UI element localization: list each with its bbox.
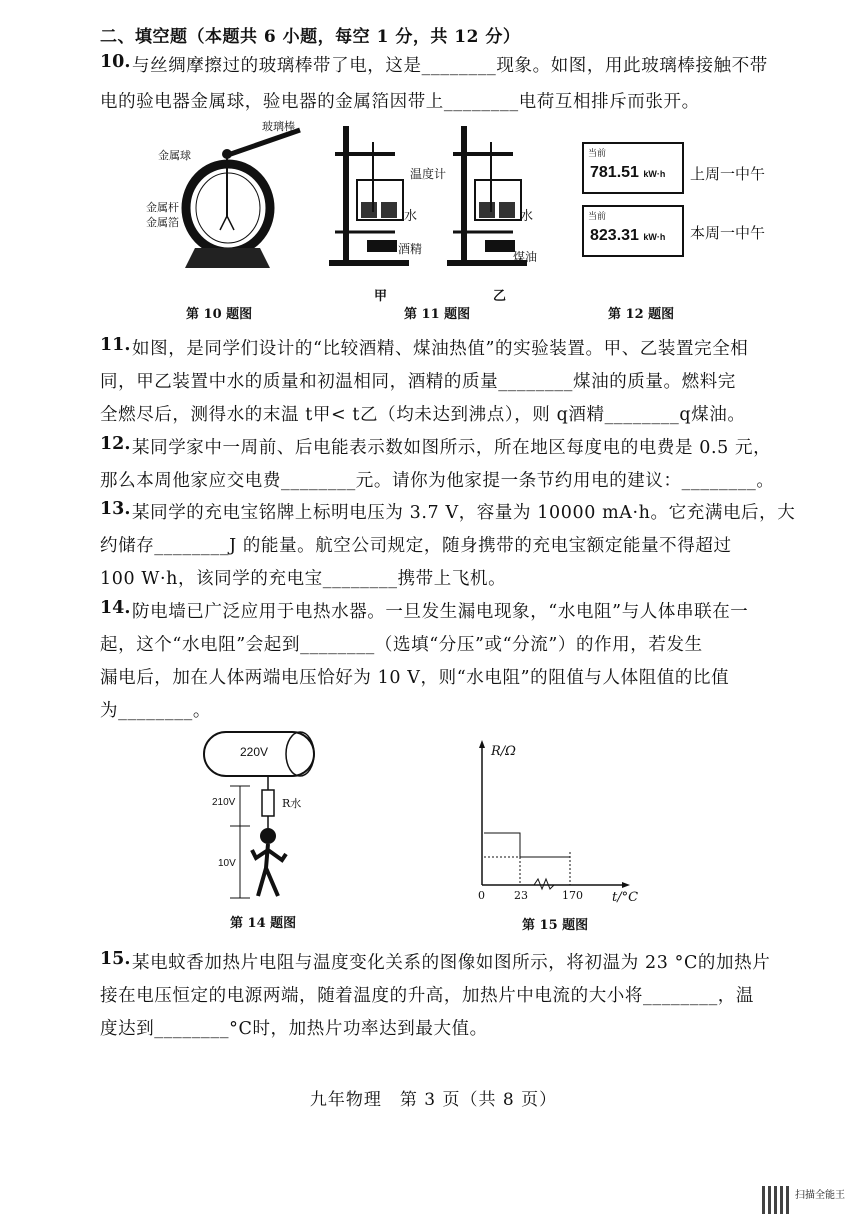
question-number: 12. — [100, 434, 131, 454]
meter-label-top: 当前 — [588, 149, 607, 159]
fig11-jia: 甲 — [374, 289, 388, 304]
fig15-x0: 0 — [478, 889, 485, 902]
question-number: 11. — [100, 335, 131, 355]
fig11-thermometer-label: 温度计 — [410, 167, 447, 181]
fig15-graph — [470, 740, 630, 900]
q12-line2: 那么本周他家应交电费________元。请你为他家提一条节约用电的建议：________。 — [100, 471, 775, 491]
scanner-watermark: 扫描全能王 — [795, 1190, 845, 1201]
fig15-xlabel: t/°C — [612, 890, 639, 905]
fig10-foil-label: 金属箔 — [146, 216, 179, 229]
q15-line2: 接在电压恒定的电源两端，随着温度的升高，加热片中电流的大小将________，温 — [100, 986, 754, 1006]
fig10-electroscope — [150, 118, 310, 278]
meter-value-bottom: 823.31 kW·h — [590, 227, 666, 244]
q11-line1: 如图，是同学们设计的“比较酒精、煤油热值”的实验装置。甲、乙装置完全相 — [132, 339, 749, 359]
fig12-caption: 第 12 题图 — [608, 307, 675, 322]
q13-line2: 约储存________J 的能量。航空公司规定，随身携带的充电宝额定能量不得超过 — [100, 536, 732, 556]
q10-line2: 电的验电器金属球，验电器的金属箔因带上________电荷互相排斥而张开。 — [100, 92, 700, 112]
fig10-ball-label: 金属球 — [158, 149, 191, 162]
meter-value-top: 781.51 kW·h — [590, 164, 666, 181]
fig10-rod-label: 玻璃棒 — [262, 120, 295, 133]
fig11-alcohol-label: 酒精 — [398, 242, 423, 256]
fig11-kerosene-label: 煤油 — [513, 250, 538, 264]
fig14-resistor-label: R水 — [282, 797, 302, 810]
meter-display-bottom — [582, 205, 684, 257]
q14-line3: 漏电后，加在人体两端电压恰好为 10 V，则“水电阻”的阻值与人体阻值的比值 — [100, 668, 730, 688]
meter-text-top: 上周一中午 — [690, 165, 766, 183]
fig14-caption: 第 14 题图 — [230, 916, 297, 931]
qr-code-icon — [762, 1186, 790, 1214]
question-number: 13. — [100, 499, 131, 519]
fig11-caption: 第 11 题图 — [404, 307, 471, 322]
q11-line3: 全燃尽后，测得水的末温 t甲< t乙（均未达到沸点），则 q酒精________q煤油。 — [100, 405, 746, 425]
q15-line3: 度达到________°C时，加热片功率达到最大值。 — [100, 1019, 488, 1039]
question-number: 10. — [100, 52, 131, 72]
fig15-x1: 23 — [514, 889, 528, 902]
fig10-caption: 第 10 题图 — [186, 307, 253, 322]
fig14-tank-label: 220V — [240, 745, 269, 759]
page-footer: 九年物理 第 3 页（共 8 页） — [309, 1090, 558, 1110]
fig15-x2: 170 — [562, 889, 583, 902]
section-title: 二、填空题（本题共 6 小题，每空 1 分，共 12 分） — [100, 27, 521, 47]
q15-line1: 某电蚊香加热片电阻与温度变化关系的图像如图所示，将初温为 23 °C的加热片 — [132, 953, 771, 973]
q10-line1: 与丝绸摩擦过的玻璃棒带了电，这是________现象。如图，用此玻璃棒接触不带 — [132, 56, 768, 76]
q14-line2: 起，这个“水电阻”会起到________（选填“分压”或“分流”）的作用，若发生 — [100, 635, 703, 655]
question-number: 14. — [100, 598, 131, 618]
fig11-yi: 乙 — [493, 289, 507, 304]
fig11-water2-label: 水 — [520, 209, 534, 224]
q11-line2: 同，甲乙装置中水的质量和初温相同，酒精的质量________煤油的质量。燃料完 — [100, 372, 736, 392]
fig10-shaft-label: 金属杆 — [146, 201, 179, 214]
meter-text-bottom: 本周一中午 — [690, 224, 766, 242]
fig14-vtop-label: 210V — [212, 797, 236, 808]
q13-line1: 某同学的充电宝铭牌上标明电压为 3.7 V，容量为 10000 mA·h。它充满电后，大 — [132, 503, 796, 523]
question-number: 15. — [100, 949, 131, 969]
fig15-ylabel: R/Ω — [491, 744, 516, 759]
q12-line1: 某同学家中一周前、后电能表示数如图所示，所在地区每度电的电费是 0.5 元， — [132, 438, 772, 458]
q13-line3: 100 W·h，该同学的充电宝________携带上飞机。 — [100, 569, 507, 589]
fig11-water1-label: 水 — [404, 209, 418, 224]
meter-label-bottom: 当前 — [588, 212, 607, 222]
q14-line4: 为________。 — [100, 701, 211, 721]
fig15-caption: 第 15 题图 — [522, 918, 589, 933]
q14-line1: 防电墙已广泛应用于电热水器。一旦发生漏电现象，“水电阻”与人体串联在一 — [132, 602, 749, 622]
meter-display-top — [582, 142, 684, 194]
fig14-vbottom-label: 10V — [218, 858, 236, 869]
